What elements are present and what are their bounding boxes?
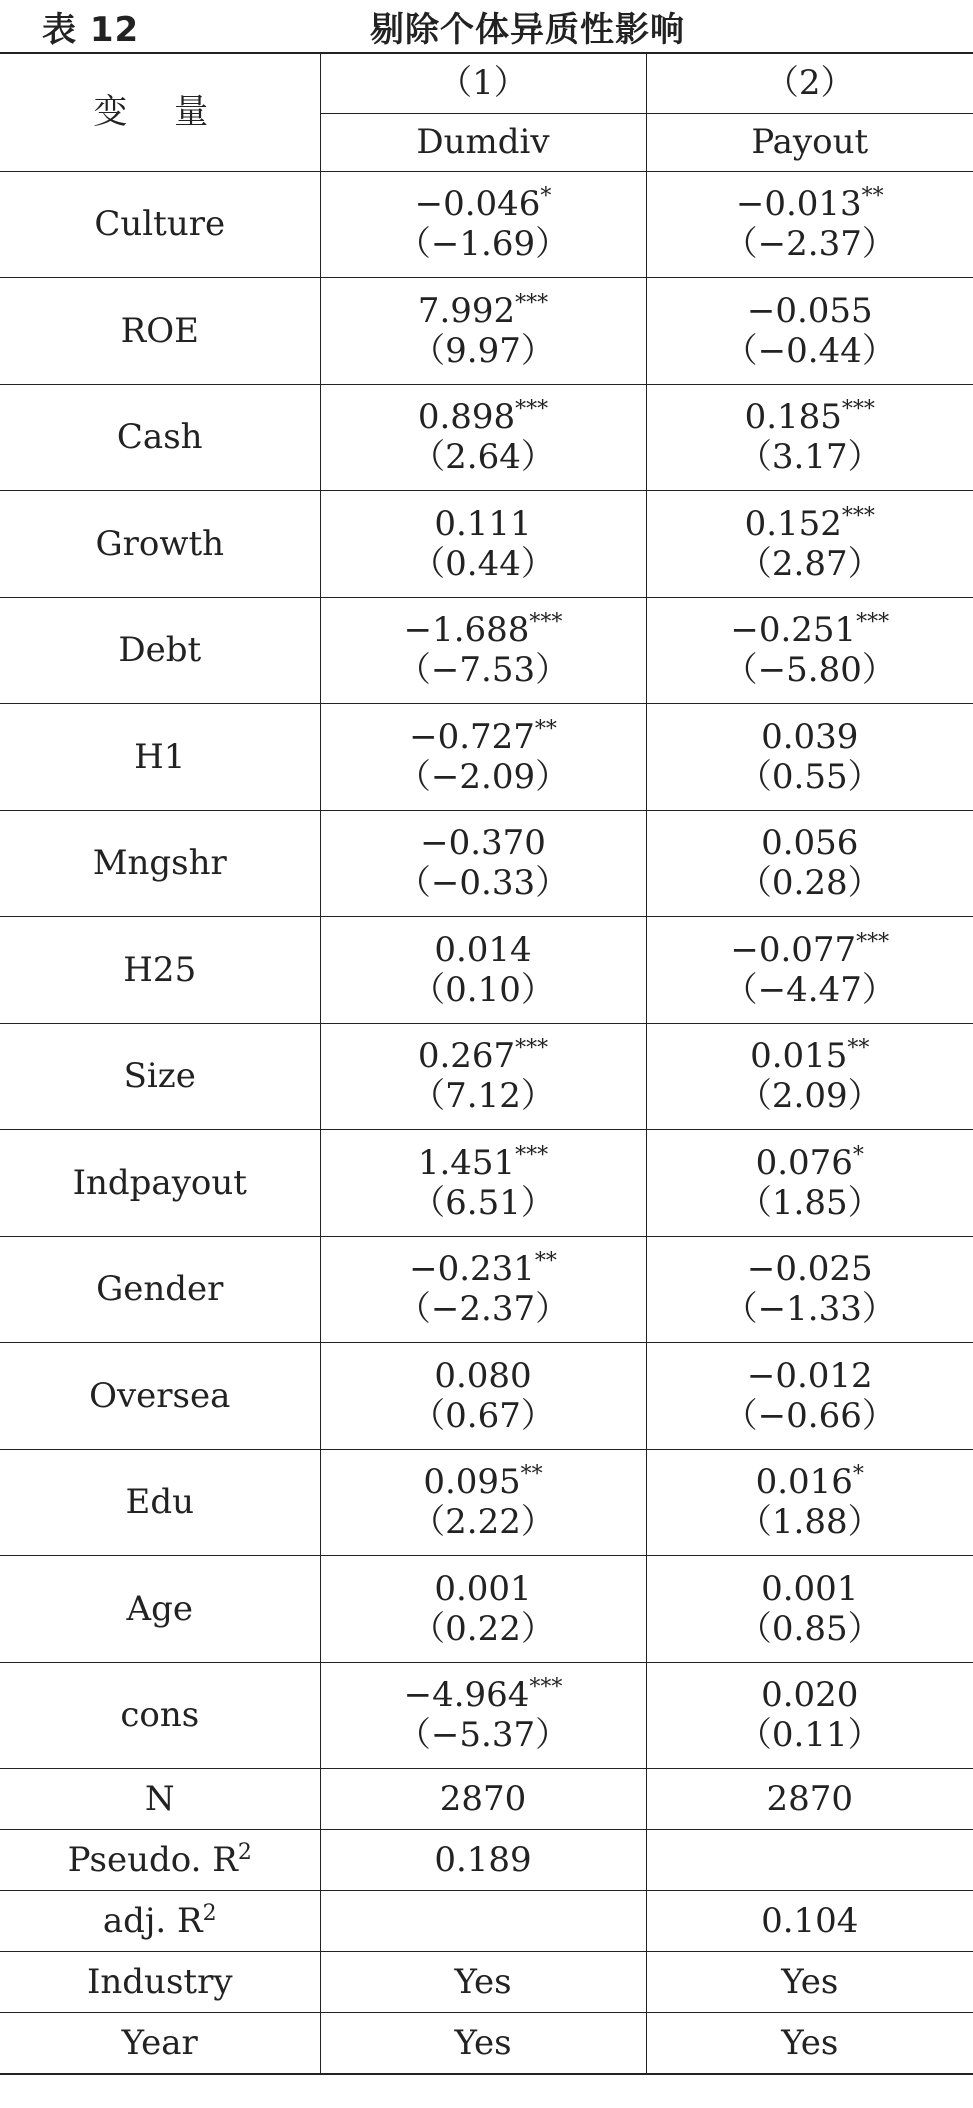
regression-table: [0, 52, 973, 2075]
coefficient-line: [321, 610, 646, 650]
coefficient-cell: [320, 1343, 646, 1450]
coefficient-value: 0.111: [434, 503, 532, 544]
significance-stars: **: [520, 1462, 543, 1488]
t-statistic: （2.09）: [737, 1076, 882, 1117]
stat-row-adj-r2: [0, 1891, 973, 1952]
significance-stars: ***: [529, 1675, 563, 1701]
coefficient-row: [0, 384, 973, 491]
t-statistic: （−5.80）: [723, 650, 896, 691]
coefficient-cell: [646, 1449, 973, 1556]
t-statistic: （−2.09）: [396, 756, 570, 797]
coefficient-value: −1.688: [403, 610, 530, 651]
coefficient-value: 0.185: [744, 397, 842, 438]
variable-name: ROE: [0, 278, 320, 385]
coefficient-cell: [320, 704, 646, 811]
coefficient-row: [0, 1343, 973, 1450]
variable-name: Age: [0, 1556, 320, 1663]
coefficient-row: [0, 704, 973, 811]
column-1-index: （1）: [320, 53, 646, 113]
variable-column-header: 变 量: [0, 53, 320, 171]
coefficient-row: [0, 917, 973, 1024]
coefficient-value: 1.451: [417, 1142, 516, 1183]
t-statistic: （6.51）: [411, 1182, 555, 1223]
coefficient-row: [0, 278, 973, 385]
coefficient-value: 0.152: [744, 503, 842, 544]
stat-label-text: adj. R: [102, 1901, 203, 1941]
coefficient-cell: [646, 1130, 973, 1237]
significance-stars: *: [852, 1142, 864, 1168]
stat-label-text: Industry: [86, 1962, 233, 2002]
variable-name: Gender: [0, 1236, 320, 1343]
significance-stars: ***: [529, 610, 563, 636]
stat-label-text: Year: [121, 2022, 198, 2063]
coefficient-line: [647, 291, 973, 331]
coefficient-line: [321, 1249, 646, 1289]
coefficient-value: 0.039: [761, 716, 859, 757]
coefficient-value: −0.727: [409, 716, 535, 757]
significance-stars: **: [534, 716, 557, 742]
stat-label: [0, 1891, 320, 1952]
coefficient-cell: [320, 384, 646, 491]
coefficient-value: −0.231: [409, 1249, 535, 1290]
coefficient-line: [647, 930, 973, 970]
significance-stars: ***: [856, 929, 890, 955]
coefficient-line: [647, 1569, 973, 1609]
coefficient-value: 0.267: [417, 1036, 516, 1077]
table-caption: [0, 0, 973, 52]
coefficient-line: [647, 1675, 973, 1715]
significance-stars: *: [540, 184, 552, 210]
coefficient-cell: [646, 1023, 973, 1130]
table-number: 表 12: [42, 10, 140, 50]
significance-stars: ***: [841, 503, 875, 529]
coefficient-value: −0.012: [746, 1355, 873, 1396]
coefficient-cell: [646, 810, 973, 917]
significance-stars: ***: [515, 1036, 549, 1062]
coefficient-value: 0.001: [434, 1568, 532, 1609]
t-statistic: （−0.44）: [723, 330, 896, 371]
coefficient-value: 0.020: [761, 1675, 859, 1716]
stat-label: [0, 1952, 320, 2013]
significance-stars: ***: [856, 610, 890, 636]
coefficient-value: −0.013: [735, 184, 862, 225]
variable-name: H25: [0, 917, 320, 1024]
coefficient-row: [0, 1662, 973, 1769]
variable-name: H1: [0, 704, 320, 811]
coefficient-line: [647, 397, 973, 437]
t-statistic: （0.10）: [411, 969, 555, 1010]
coefficient-cell: [320, 1023, 646, 1130]
coefficient-cell: [320, 1449, 646, 1556]
coefficient-cell: [320, 917, 646, 1024]
coefficient-line: [647, 1356, 973, 1396]
t-statistic: （7.12）: [411, 1076, 555, 1117]
coefficient-line: [321, 823, 646, 863]
coefficient-value: −0.025: [746, 1249, 873, 1290]
coefficient-cell: [320, 1556, 646, 1663]
coefficient-line: [321, 1036, 646, 1076]
significance-stars: ***: [841, 397, 875, 423]
t-statistic: （3.17）: [737, 437, 882, 478]
coefficient-row: [0, 1556, 973, 1663]
stat-value: 0.189: [320, 1830, 646, 1891]
t-statistic: （−0.66）: [723, 1395, 896, 1436]
t-statistic: （0.11）: [737, 1715, 882, 1756]
stat-value: [646, 1830, 973, 1891]
stat-value: Yes: [320, 1952, 646, 2013]
coefficient-line: [647, 610, 973, 650]
coefficient-line: [647, 1249, 973, 1289]
variable-name: Indpayout: [0, 1130, 320, 1237]
t-statistic: （−0.33）: [396, 863, 570, 904]
coefficient-cell: [646, 171, 973, 278]
t-statistic: （0.55）: [737, 756, 882, 797]
t-statistic: （9.97）: [411, 330, 555, 371]
significance-stars: ***: [515, 290, 549, 316]
coefficient-value: −0.077: [730, 929, 857, 970]
t-statistic: （0.85）: [737, 1608, 882, 1649]
coefficient-line: [321, 1675, 646, 1715]
t-statistic: （−7.53）: [396, 650, 570, 691]
t-statistic: （2.64）: [411, 437, 555, 478]
coefficient-row: [0, 1023, 973, 1130]
stat-label-text: N: [144, 1779, 175, 1819]
t-statistic: （−1.33）: [723, 1289, 896, 1330]
stat-label-text: Pseudo. R: [67, 1840, 238, 1880]
t-statistic: （0.28）: [737, 863, 882, 904]
variable-name: Cash: [0, 384, 320, 491]
coefficient-value: −0.055: [746, 290, 873, 331]
coefficient-row: [0, 1236, 973, 1343]
t-statistic: （1.88）: [737, 1502, 882, 1543]
coefficient-cell: [646, 597, 973, 704]
header-row-index: [0, 53, 973, 113]
t-statistic: （−1.69）: [396, 224, 570, 265]
coefficient-row: [0, 1449, 973, 1556]
coefficient-line: [321, 291, 646, 331]
coefficient-cell: [320, 491, 646, 598]
coefficient-value: 0.056: [761, 823, 859, 864]
coefficient-line: [321, 397, 646, 437]
coefficient-cell: [646, 1556, 973, 1663]
coefficient-line: [321, 504, 646, 544]
column-2-name: Payout: [646, 113, 973, 171]
t-statistic: （0.44）: [411, 543, 555, 584]
variable-name: Growth: [0, 491, 320, 598]
stat-row-n: [0, 1769, 973, 1830]
t-statistic: （−4.47）: [723, 969, 896, 1010]
coefficient-cell: [320, 1130, 646, 1237]
column-1-name: Dumdiv: [320, 113, 646, 171]
coefficient-cell: [320, 171, 646, 278]
coefficient-cell: [320, 1236, 646, 1343]
t-statistic: （1.85）: [737, 1182, 882, 1223]
stat-label: [0, 1769, 320, 1830]
coefficient-line: [647, 717, 973, 757]
variable-name: Mngshr: [0, 810, 320, 917]
column-2-index: （2）: [646, 53, 973, 113]
coefficient-cell: [646, 491, 973, 598]
coefficient-cell: [646, 704, 973, 811]
coefficient-line: [647, 184, 973, 224]
t-statistic: （−5.37）: [396, 1715, 570, 1756]
coefficient-line: [647, 1143, 973, 1183]
t-statistic: （0.22）: [411, 1608, 555, 1649]
coefficient-cell: [646, 1662, 973, 1769]
table-title: 剔除个体异质性影响: [370, 10, 685, 50]
coefficient-cell: [320, 810, 646, 917]
t-statistic: （2.87）: [737, 543, 882, 584]
variable-name: cons: [0, 1662, 320, 1769]
significance-stars: **: [861, 184, 884, 210]
coefficient-cell: [646, 917, 973, 1024]
variable-name: Debt: [0, 597, 320, 704]
significance-stars: ***: [515, 1142, 549, 1168]
stat-label: [0, 1830, 320, 1891]
coefficient-cell: [646, 384, 973, 491]
coefficient-value: 0.898: [417, 397, 516, 438]
significance-stars: **: [847, 1036, 870, 1062]
t-statistic: （−2.37）: [396, 1289, 570, 1330]
t-statistic: （2.22）: [411, 1502, 555, 1543]
coefficient-line: [321, 930, 646, 970]
stat-value: 2870: [320, 1769, 646, 1830]
coefficient-line: [321, 184, 646, 224]
coefficient-line: [321, 1569, 646, 1609]
stat-value: 0.104: [646, 1891, 973, 1952]
coefficient-value: −0.251: [730, 610, 857, 651]
coefficient-value: −4.964: [403, 1675, 530, 1716]
coefficient-cell: [646, 1343, 973, 1450]
coefficient-value: −0.370: [420, 823, 546, 864]
stat-value: Yes: [646, 2013, 973, 2074]
coefficient-value: 7.992: [417, 290, 516, 331]
significance-stars: **: [534, 1249, 557, 1275]
coefficient-value: 0.016: [755, 1462, 853, 1503]
significance-stars: ***: [515, 397, 549, 423]
stat-value: 2870: [646, 1769, 973, 1830]
coefficient-value: 0.095: [423, 1462, 521, 1503]
stat-value: Yes: [320, 2013, 646, 2074]
coefficient-line: [321, 1356, 646, 1396]
coefficient-line: [647, 1036, 973, 1076]
coefficient-value: 0.015: [750, 1036, 848, 1077]
superscript: 2: [237, 1840, 252, 1865]
coefficient-line: [321, 1462, 646, 1502]
coefficient-row: [0, 171, 973, 278]
coefficient-row: [0, 491, 973, 598]
variable-name: Oversea: [0, 1343, 320, 1450]
variable-name: Culture: [0, 171, 320, 278]
coefficient-value: −0.046: [414, 184, 541, 225]
coefficient-value: 0.014: [434, 929, 532, 970]
coefficient-row: [0, 810, 973, 917]
superscript: 2: [202, 1901, 217, 1926]
coefficient-cell: [646, 1236, 973, 1343]
stat-value: Yes: [646, 1952, 973, 2013]
variable-name: Edu: [0, 1449, 320, 1556]
significance-stars: *: [852, 1462, 864, 1488]
stat-row-year: [0, 2013, 973, 2074]
stat-label: [0, 2013, 320, 2074]
coefficient-line: [321, 717, 646, 757]
stat-value: [320, 1891, 646, 1952]
coefficient-line: [647, 504, 973, 544]
coefficient-cell: [320, 597, 646, 704]
coefficient-line: [321, 1143, 646, 1183]
coefficient-cell: [320, 1662, 646, 1769]
stat-row-pseudo-r2: [0, 1830, 973, 1891]
coefficient-cell: [646, 278, 973, 385]
coefficient-value: 0.080: [434, 1355, 532, 1396]
coefficient-row: [0, 597, 973, 704]
coefficient-value: 0.001: [761, 1568, 859, 1609]
coefficient-cell: [320, 278, 646, 385]
variable-name: Size: [0, 1023, 320, 1130]
coefficient-line: [647, 823, 973, 863]
stat-row-industry: [0, 1952, 973, 2013]
t-statistic: （0.67）: [411, 1395, 555, 1436]
coefficient-value: 0.076: [755, 1142, 853, 1183]
t-statistic: （−2.37）: [723, 224, 896, 265]
coefficient-line: [647, 1462, 973, 1502]
coefficient-row: [0, 1130, 973, 1237]
